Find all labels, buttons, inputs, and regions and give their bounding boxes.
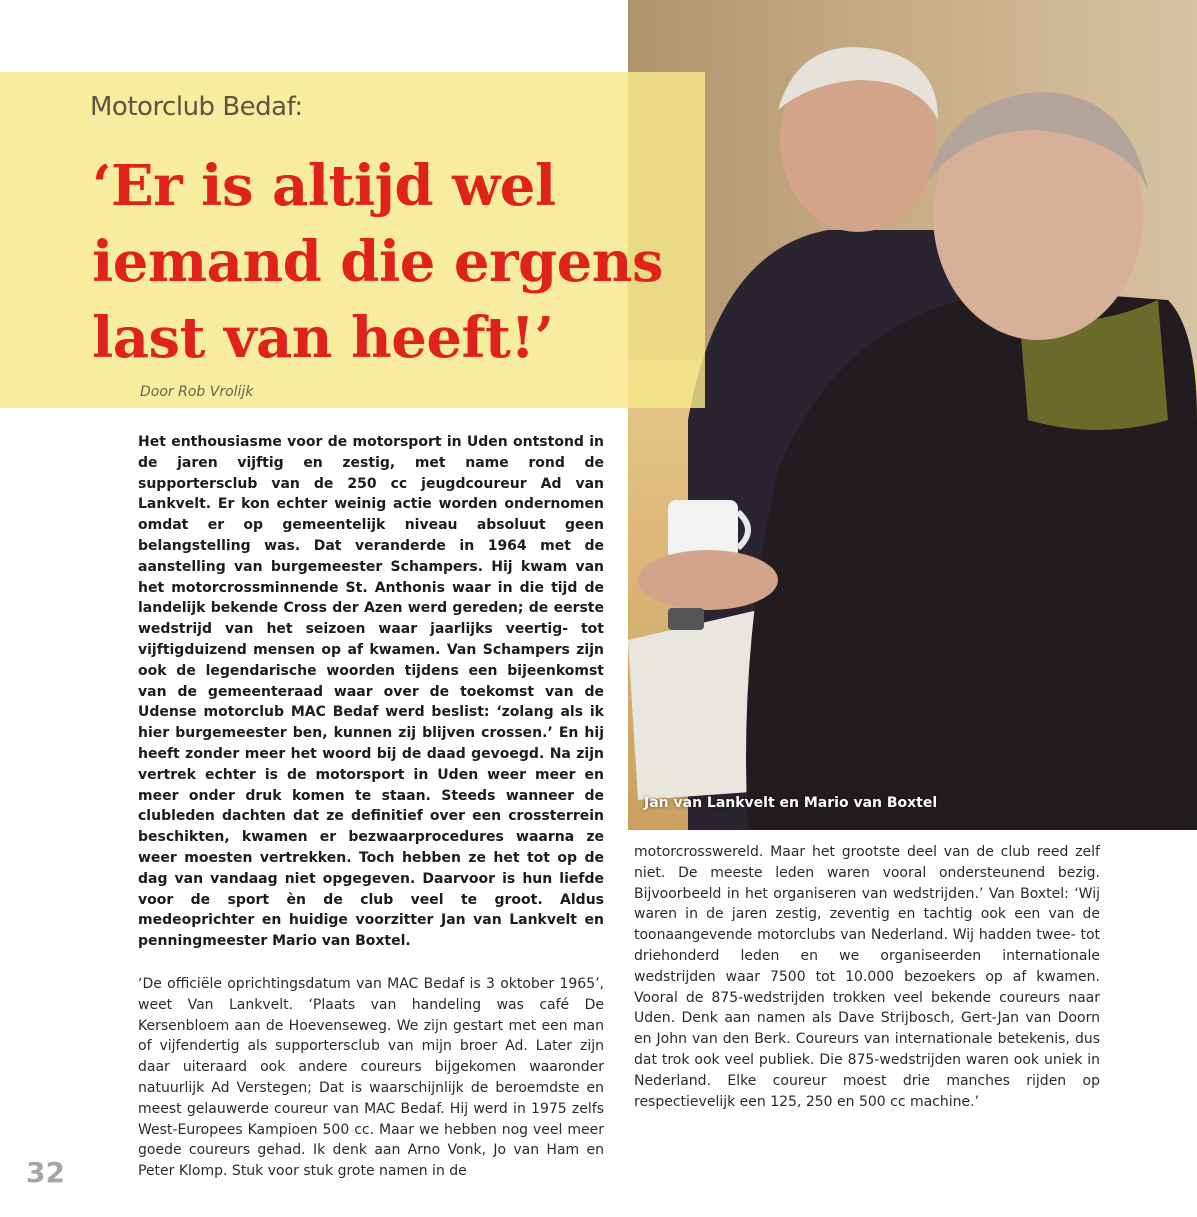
photo-illustration — [628, 0, 1197, 830]
article-paragraph: motorcrosswereld. Maar het grootste deel van de club reed zelf niet. De meeste leden waren vooral ondersteunend bezig. Bijvoorbeeld in het organiseren van wedstrijden.’ Van Boxtel: ‘Wij waren in de jaren zestig, zeventig en tachtig ook een van de toonaangevende motorclubs van Nederland. Wij hadden twee- tot driehonderd leden en we organiseerden internationale wedstrijden waar 7500 tot 10.000 bezoekers op af kwamen. Vooral de 875-wedstrijden trokken veel bekende coureurs naar Uden. Denk aan namen als Dave Strijbosch, Gert-Jan van Doorn en John van den Berk. Coureurs van internationale betekenis, dus dat trok ook veel publiek. Die 875-wedstrijden waren ook uniek in Nederland. Elke coureur moest drie manches rijden op respectievelijk een 125, 250 en 500 cc machine.’ — [634, 844, 1100, 1110]
article-paragraph: ‘De officiële oprichtingsdatum van MAC Bedaf is 3 oktober 1965’, weet Van Lankvelt. ‘Plaats van handeling was café De Kersenbloem aan de Hoevenseweg. We zijn gestart met een man of vijfendertig als supportersclub van mijn broer Ad. Later zijn daar uiteraard ook andere coureurs bijgekomen waaronder natuurlijk Ad Verstegen; Dat is waarschijnlijk de beroemdste en meest gelauwerde coureur van MAC Bedaf. Hij werd in 1975 zelfs West-Europees Kampioen 500 cc. Maar we hebben nog veel meer goede coureurs gehad. Ik denk aan Arno Vonk, Jo van Ham en Peter Klomp. Stuk voor stuk grote namen in de — [138, 975, 604, 1180]
article-byline: Door Rob Vrolijk — [140, 384, 254, 400]
article-photo — [628, 0, 1197, 830]
page-number: 32 — [26, 1156, 65, 1189]
photo-caption: Jan van Lankvelt en Mario van Boxtel — [644, 795, 938, 811]
article-column-left — [138, 432, 604, 1202]
article-lead-paragraph: Het enthousiasme voor de motorsport in Uden ontstond in de jaren vijftig en zestig, met name rond de supportersclub van de 250 cc jeugdcoureur Ad van Lankvelt. Er kon echter weinig actie worden ondernomen omdat er op gemeentelijk niveau absoluut geen belangstelling was. Dat veranderde in 1964 met de aanstelling van burgemeester Schampers. Hij kwam van het motorcrossminnende St. Anthonis waar in die tijd de landelijk bekende Cross der Azen werd gereden; de eerste wedstrijd van het seizoen waar jaarlijks veertig- tot vijftigduizend mensen op af kwamen. Van Schampers zijn ook de legendarische woorden tijdens een bijeenkomst van de gemeenteraad waar over de toekomst van de Udense motorclub MAC Bedaf werd beslist: ‘zolang als ik hier burgemeester ben, kunnen zij blijven crossen.’ En hij heeft zonder meer het woord bij de daad gevoegd. Na zijn vertrek echter is de motorsport in Uden weer meer en meer onder druk komen te staan. Steeds wanneer de clubleden dachten dat ze definitief over een crossterrein beschikten, kwamen er bezwaarprocedures waarna ze weer moesten vertrekken. Toch hebben ze het tot op de dag van vandaag niet opgegeven. Daarvoor is hun liefde voor de sport èn de club veel te groot. Aldus medeoprichter en huidige voorzitter Jan van Lankvelt en penningmeester Mario van Boxtel. — [138, 434, 604, 950]
article-column-right — [634, 842, 1100, 1112]
article-kicker: Motorclub Bedaf: — [90, 92, 303, 122]
article-headline: ‘Er is altijd wel iemand die ergens last van heeft!’ — [92, 153, 664, 371]
